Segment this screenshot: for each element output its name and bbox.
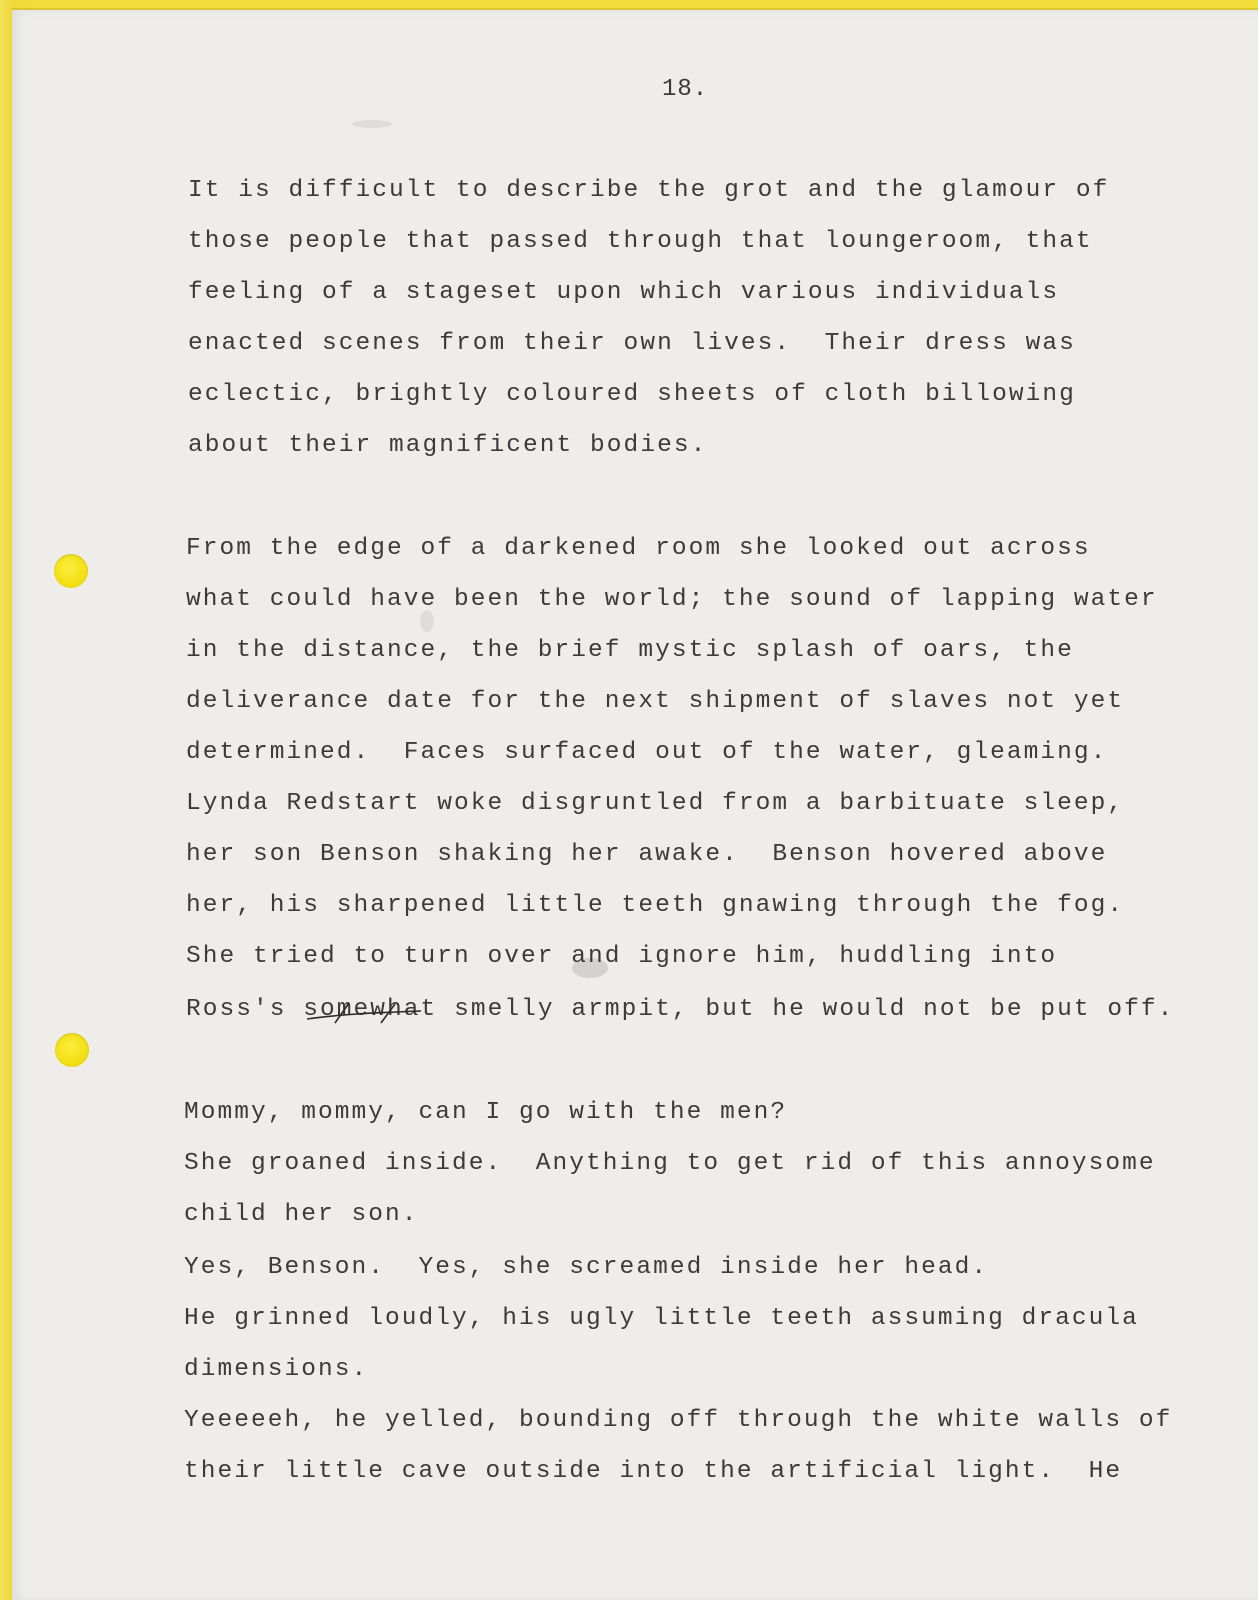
text-line: determined. Faces surfaced out of the water, gleaming.: [186, 739, 1108, 766]
text-line: She groaned inside. Anything to get rid of this annoysome: [184, 1150, 1156, 1177]
text-line: It is difficult to describe the grot and the glamour of: [188, 177, 1110, 204]
text-line: Lynda Redstart woke disgruntled from a barbituate sleep,: [186, 790, 1125, 817]
text-line: her, his sharpened little teeth gnawing through the fog.: [186, 892, 1125, 919]
punch-hole-lower: [55, 1033, 89, 1067]
text-line: He grinned loudly, his ugly little teeth assuming dracula: [184, 1305, 1139, 1332]
text-line: child her son.: [184, 1201, 419, 1228]
text-line: her son Benson shaking her awake. Benson hovered above: [186, 841, 1108, 868]
paper-smudge: [352, 120, 392, 128]
struck-word: [303, 995, 437, 1025]
text-line-with-correction: [186, 995, 1174, 1025]
text-line: feeling of a stageset upon which various individuals: [188, 279, 1060, 306]
page-number: 18.: [662, 76, 709, 103]
text-line: in the distance, the brief mystic splash of oars, the: [186, 637, 1074, 664]
text-line: Mommy, mommy, can I go with the men?: [184, 1099, 788, 1126]
text-line: their little cave outside into the artificial light. He: [184, 1458, 1123, 1485]
punch-hole-upper: [54, 554, 88, 588]
text-line: about their magnificent bodies.: [188, 432, 708, 459]
text-line: deliverance date for the next shipment of slaves not yet: [186, 688, 1125, 715]
text-segment: smelly armpit, but he would not be put off.: [437, 996, 1175, 1023]
handwritten-strikethrough: [305, 1001, 423, 1025]
typed-page: [12, 10, 1258, 1600]
text-segment: Ross's: [186, 996, 304, 1023]
text-line: dimensions.: [184, 1356, 369, 1383]
struck-word-text: somewhat: [303, 996, 438, 1023]
text-line: Yes, Benson. Yes, she screamed inside her head.: [184, 1254, 989, 1281]
text-line: what could have been the world; the sound of lapping water: [186, 586, 1158, 613]
text-line: She tried to turn over and ignore him, huddling into: [186, 943, 1058, 970]
text-line: enacted scenes from their own lives. Their dress was: [188, 330, 1076, 357]
text-line: those people that passed through that loungeroom, that: [188, 228, 1093, 255]
text-line: From the edge of a darkened room she looked out across: [186, 535, 1091, 562]
text-line: eclectic, brightly coloured sheets of cloth billowing: [188, 381, 1076, 408]
text-line: Yeeeeeh, he yelled, bounding off through the white walls of: [184, 1407, 1173, 1434]
